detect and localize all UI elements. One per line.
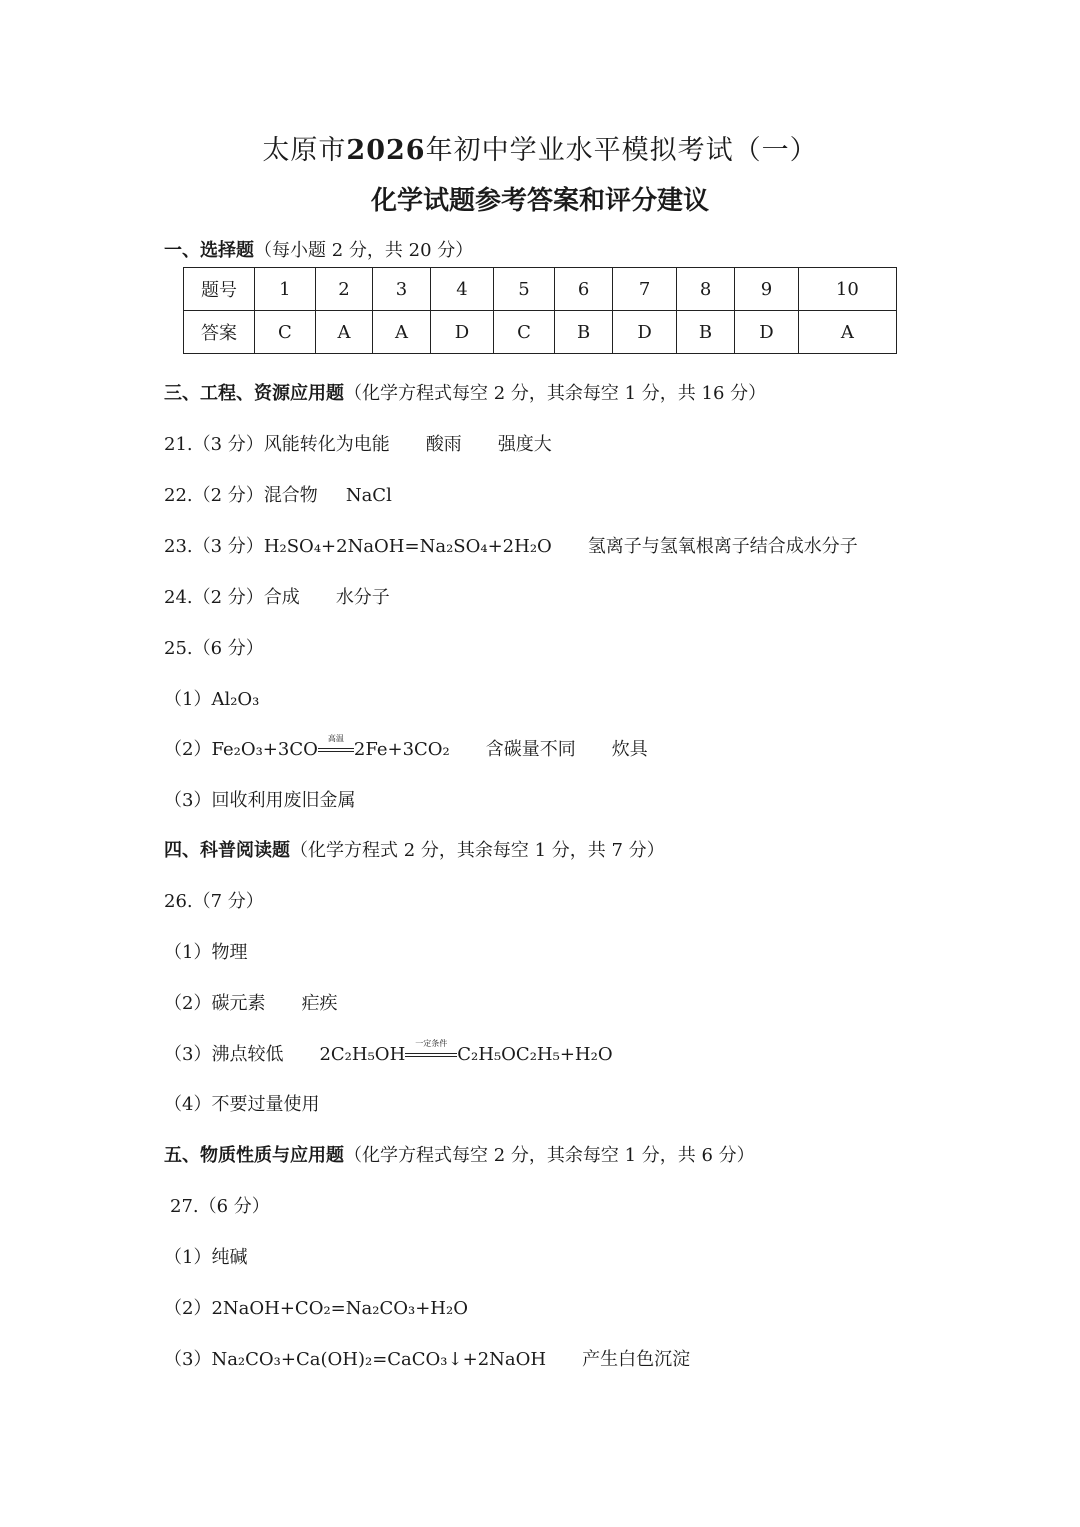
question-26-part-1: （1）物理: [164, 942, 248, 963]
table-cell: A: [315, 311, 373, 354]
row-label: 题号: [184, 268, 255, 311]
section-5-heading: 五、物质性质与应用题（化学方程式每空 2 分，其余每空 1 分，共 6 分）: [164, 1145, 755, 1166]
table-row-numbers: [184, 268, 897, 311]
table-cell: 1: [255, 268, 316, 311]
table-cell: C: [494, 311, 555, 354]
table-cell: 4: [430, 268, 493, 311]
section-4-heading: 四、科普阅读题（化学方程式 2 分，其余每空 1 分，共 7 分）: [164, 840, 665, 861]
table-cell: D: [735, 311, 798, 354]
answer-table: [183, 267, 897, 354]
question-25-label: 25.（6 分）: [164, 638, 264, 659]
reaction-condition-sign: 高温: [318, 745, 354, 755]
table-cell: C: [255, 311, 316, 354]
question-25-part-2: （2）Fe₂O₃+3CO 高温 2Fe+3CO₂ 含碳量不同 炊具: [164, 734, 648, 760]
question-23: 23.（3 分）H₂SO₄+2NaOH=Na₂SO₄+2H₂O 氢离子与氢氧根离子结合成水分子: [164, 536, 858, 557]
page-subtitle: 化学试题参考答案和评分建议: [370, 186, 709, 216]
question-26-part-3: （3）沸点较低 2C₂H₅OH 一定条件 C₂H₅OC₂H₅+H₂O: [164, 1039, 613, 1065]
question-27-part-2: （2）2NaOH+CO₂=Na₂CO₃+H₂O: [164, 1298, 468, 1319]
row-label: 答案: [184, 311, 255, 354]
table-cell: 8: [676, 268, 734, 311]
question-21: 21.（3 分）风能转化为电能 酸雨 强度大: [164, 434, 552, 455]
question-24: 24.（2 分）合成 水分子: [164, 587, 390, 608]
question-26-part-2: （2）碳元素 疟疾: [164, 993, 338, 1014]
section-3-heading: 三、工程、资源应用题（化学方程式每空 2 分，其余每空 1 分，共 16 分）: [164, 383, 767, 404]
table-cell: D: [613, 311, 676, 354]
table-cell: A: [798, 311, 896, 354]
page-title: 太原市2026年初中学业水平模拟考试（一）: [262, 135, 818, 166]
question-27-label: 27.（6 分）: [170, 1196, 270, 1217]
question-25-part-1: （1）Al₂O₃: [164, 689, 260, 710]
table-cell: 5: [494, 268, 555, 311]
table-cell: B: [554, 311, 612, 354]
table-cell: 10: [798, 268, 896, 311]
question-25-part-3: （3）回收利用废旧金属: [164, 790, 356, 811]
table-cell: 3: [373, 268, 431, 311]
table-cell: 2: [315, 268, 373, 311]
table-row-answers: [184, 311, 897, 354]
table-cell: 6: [554, 268, 612, 311]
table-cell: D: [430, 311, 493, 354]
question-27-part-3: （3）Na₂CO₃+Ca(OH)₂=CaCO₃↓+2NaOH 产生白色沉淀: [164, 1349, 691, 1370]
table-cell: B: [676, 311, 734, 354]
question-26-part-4: （4）不要过量使用: [164, 1094, 320, 1115]
table-cell: A: [373, 311, 431, 354]
section-1-heading: 一、选择题（每小题 2 分，共 20 分）: [164, 240, 474, 261]
reaction-condition-sign: 一定条件: [405, 1050, 457, 1060]
question-22: 22.（2 分）混合物 NaCl: [164, 485, 392, 506]
question-26-label: 26.（7 分）: [164, 891, 264, 912]
table-cell: 7: [613, 268, 676, 311]
table-cell: 9: [735, 268, 798, 311]
question-27-part-1: （1）纯碱: [164, 1247, 248, 1268]
